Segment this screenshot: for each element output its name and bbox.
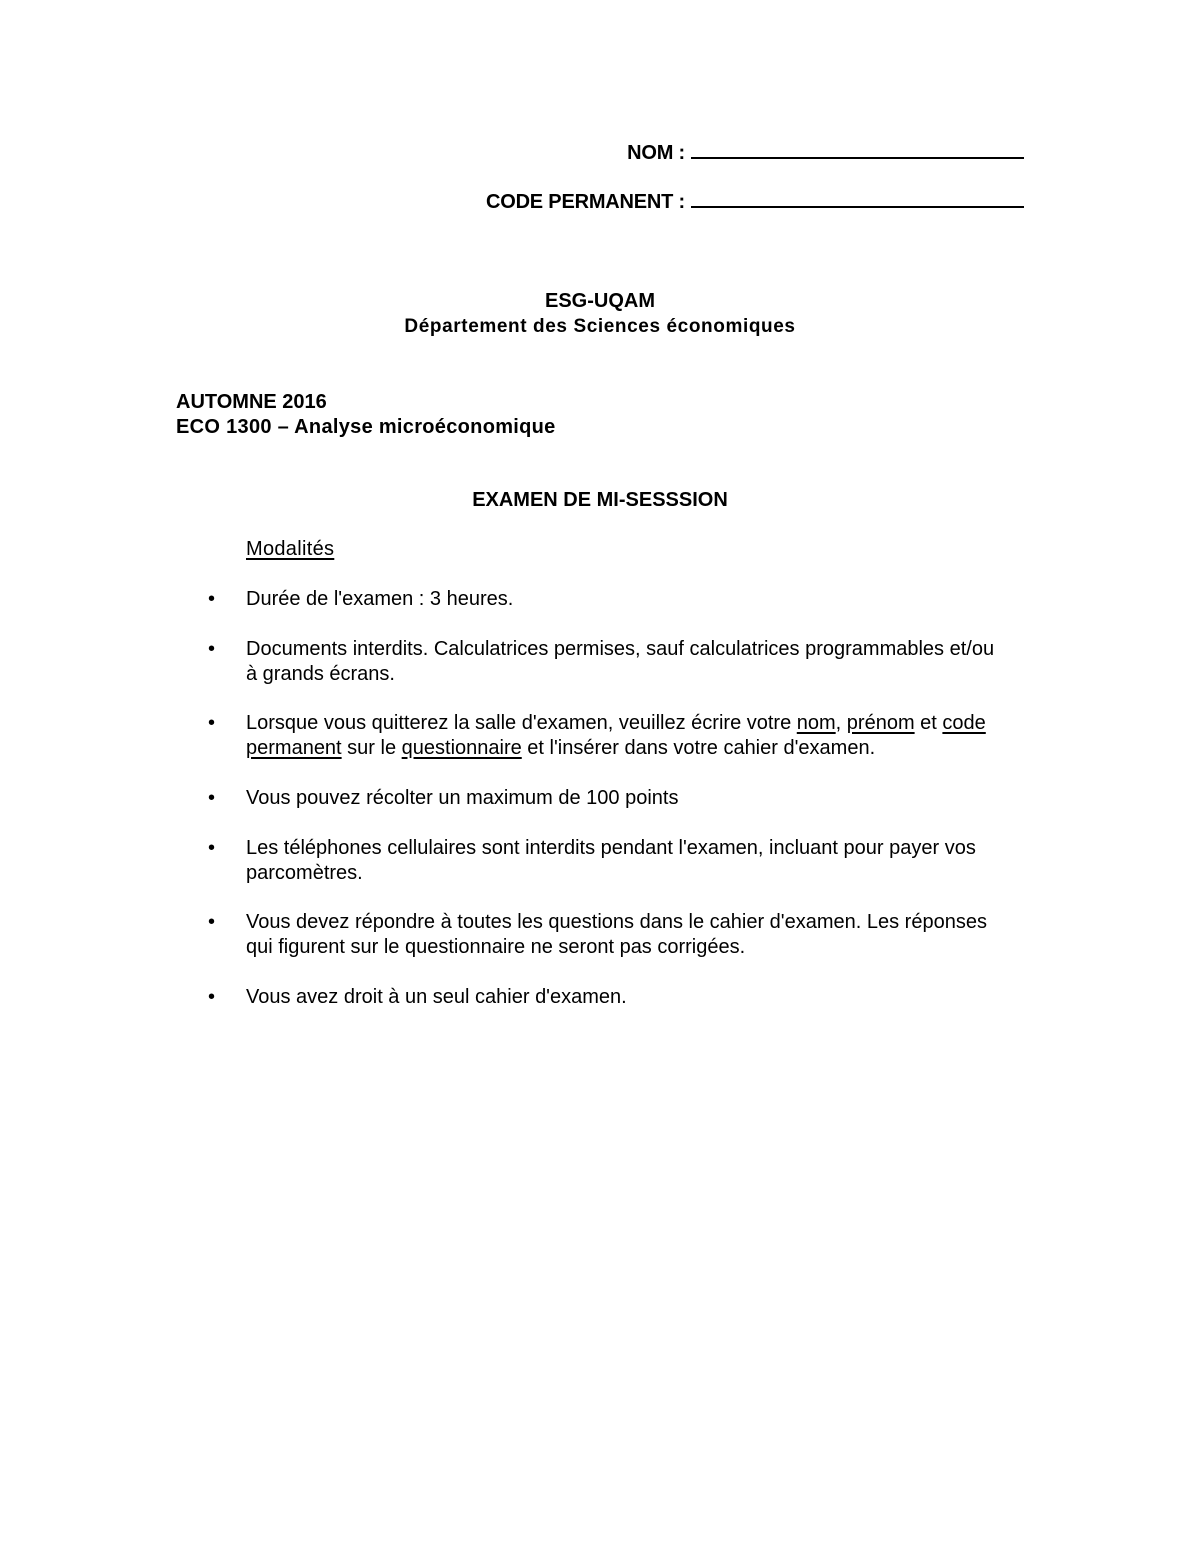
code-permanent-label: CODE PERMANENT : (485, 191, 685, 213)
list-item (0, 910, 1006, 960)
list-item (0, 711, 1006, 761)
rule-text: Vous avez droit à un seul cahier d'examen. (246, 986, 627, 1009)
underlined-word-questionnaire: questionnaire (401, 737, 522, 760)
course-code-title: ECO 1300 – Analyse microéconomique (176, 416, 556, 438)
bullet: • (208, 712, 216, 735)
underlined-word-code-permanent: code permanent (246, 712, 986, 760)
rule-text-part: sur le (341, 737, 402, 760)
institution-name: ESG-UQAM (545, 290, 655, 312)
rule-text: Durée de l'examen : 3 heures. (246, 588, 514, 610)
list-item (0, 637, 1006, 687)
rule-text: Les téléphones cellulaires sont interdits pendant l'examen, incluant pour payer vos parcomètres. (246, 836, 976, 884)
list-item (0, 587, 1006, 612)
bullet: • (208, 986, 216, 1009)
list-item (0, 786, 1006, 811)
underlined-word-prenom: prénom (846, 712, 915, 735)
course-term: AUTOMNE 2016 (176, 391, 327, 413)
rules-list (0, 587, 1200, 1035)
course-info (176, 390, 556, 440)
list-item (0, 836, 1006, 886)
rule-text-part: Lorsque vous quitterez la salle d'examen, veuillez écrire votre (246, 712, 797, 735)
bullet: • (208, 588, 216, 610)
underlined-word-nom: nom (796, 712, 836, 735)
rule-text: Vous pouvez récolter un maximum de 100 points (246, 787, 679, 810)
modalites-heading: Modalités (246, 538, 335, 560)
code-permanent-blank-line (691, 192, 1024, 208)
rule-text: Documents interdits. Calculatrices permises, sauf calculatrices programmables et/ou à grands écrans. (246, 637, 995, 685)
rule-text-part: , (835, 712, 847, 735)
rule-text-part: et (914, 712, 943, 735)
bullet: • (208, 911, 216, 934)
bullet: • (208, 836, 216, 859)
exam-title: EXAMEN DE MI-SESSSION (472, 489, 728, 511)
nom-label: NOM : (627, 142, 685, 164)
code-permanent-field (486, 191, 1024, 214)
department-name: Département des Sciences économiques (404, 316, 796, 337)
rule-text: Vous devez répondre à toutes les questions dans le cahier d'examen. Les réponses qui figurent sur le questionnaire ne seront pas corrigées. (246, 911, 987, 959)
bullet: • (208, 787, 216, 810)
rule-text-part: et l'insérer dans votre cahier d'examen. (521, 737, 876, 760)
nom-field (627, 142, 1024, 165)
nom-blank-line (691, 143, 1024, 159)
list-item (0, 985, 1006, 1010)
bullet: • (208, 637, 216, 660)
